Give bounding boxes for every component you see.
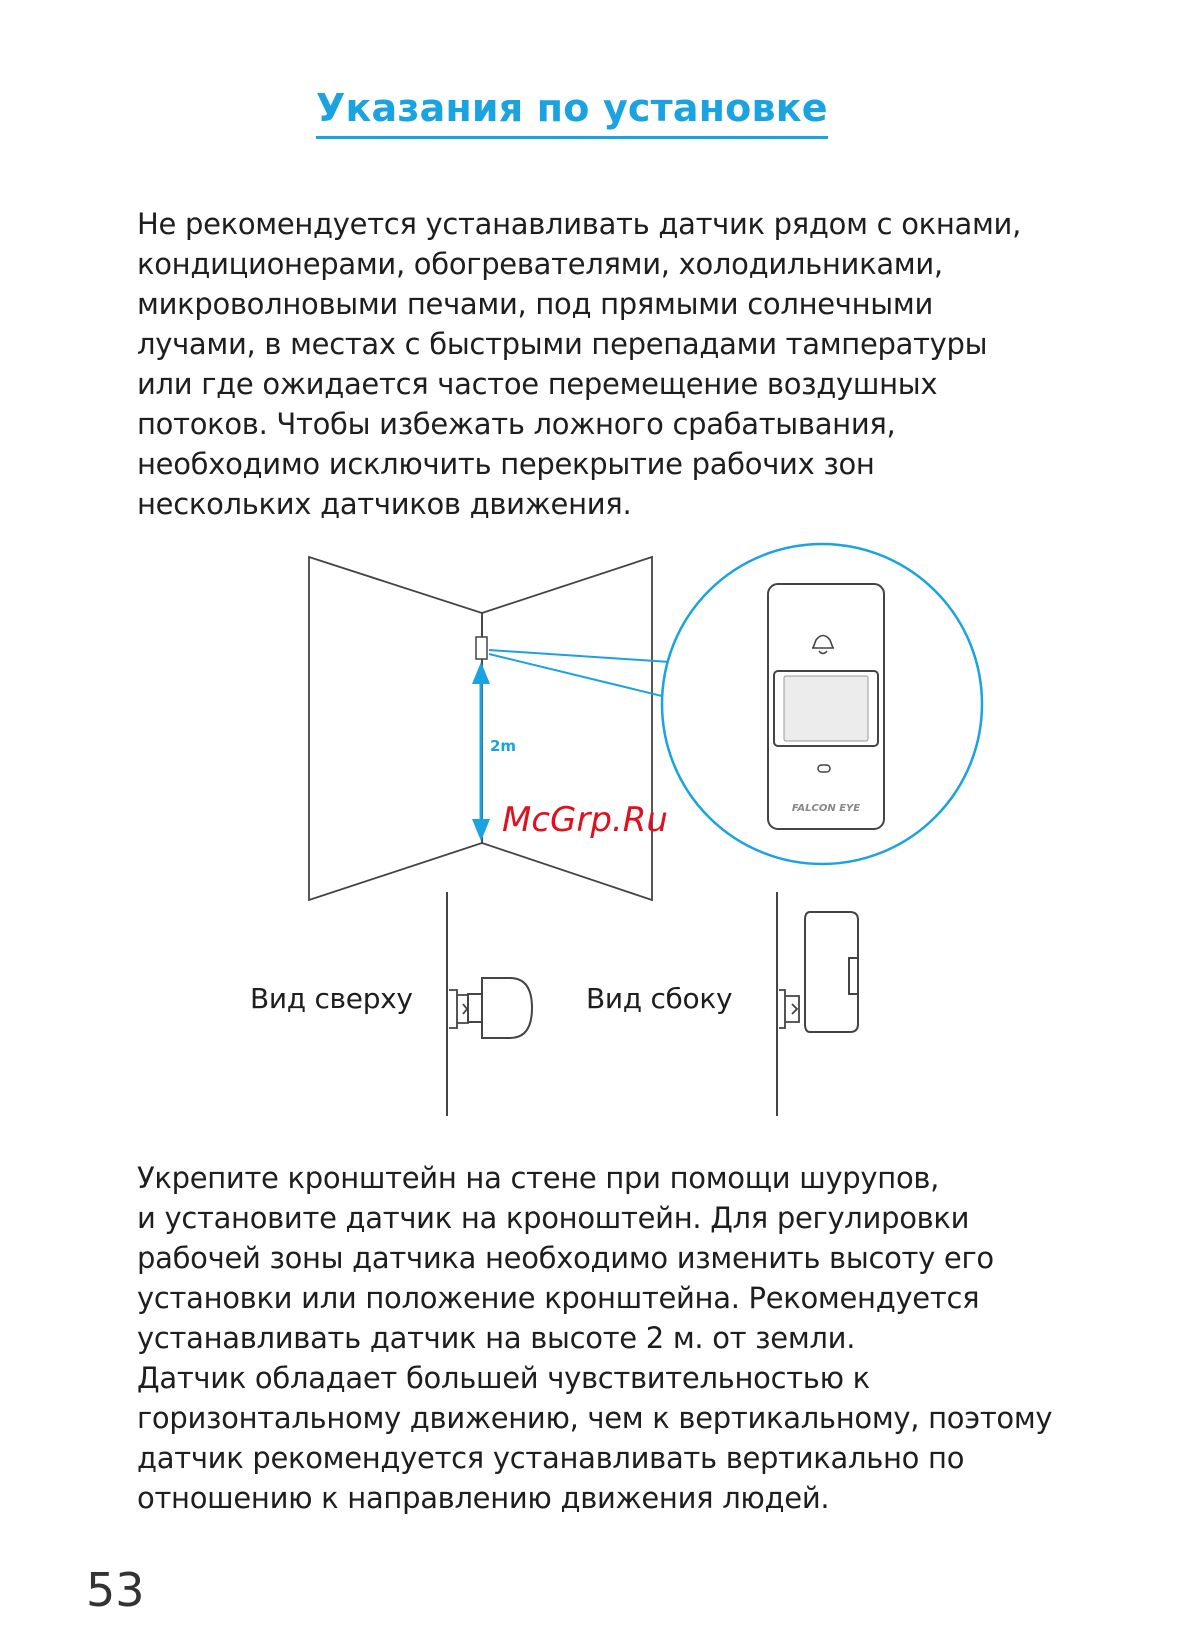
- text-line: или где ожидается частое перемещение воздушных: [137, 367, 938, 401]
- pir-lens: [784, 676, 868, 741]
- right-wall: [482, 557, 652, 900]
- page-number: 53: [86, 1563, 145, 1617]
- sensor-side-view: [805, 912, 858, 1032]
- text-line: нескольких датчиков движения.: [137, 487, 632, 521]
- page-title: Указания по установке: [316, 84, 828, 139]
- paragraph-mounting-instructions: [137, 1158, 1052, 1518]
- height-arrow-head-up: [472, 662, 490, 684]
- text-line: Датчик обладает большей чувствительностью к: [137, 1361, 870, 1395]
- text-line: микроволновыми печами, под прямыми солнечными: [137, 287, 934, 321]
- text-line: лучами, в местах с быстрыми перепадами тампературы: [137, 327, 988, 361]
- top-view-label: Вид сверху: [250, 982, 413, 1015]
- left-wall: [309, 557, 482, 900]
- text-line: потоков. Чтобы избежать ложного срабатывания,: [137, 407, 896, 441]
- text-line: Укрепите кронштейн на стене при помощи шурупов,: [137, 1161, 940, 1195]
- height-label: 2m: [490, 737, 517, 755]
- brand-label: FALCON EYE: [791, 803, 861, 814]
- watermark: McGrp.Ru: [502, 800, 668, 840]
- text-line: кондиционерами, обогревателями, холодильниками,: [137, 247, 943, 281]
- text-line: устанавливать датчик на высоте 2 м. от земли.: [137, 1321, 856, 1355]
- text-line: и установите датчик на кроноштейн. Для регулировки: [137, 1201, 970, 1235]
- text-line: горизонтальному движению, чем к вертикальному, поэтому: [137, 1401, 1053, 1435]
- bracket-top-view: [449, 990, 468, 1028]
- bracket-side-view: [779, 990, 799, 1028]
- text-line: установки или положение кронштейна. Рекомендуется: [137, 1281, 980, 1315]
- side-view-label: Вид сбоку: [586, 982, 733, 1015]
- text-line: Не рекомендуется устанавливать датчик рядом с окнами,: [137, 207, 1022, 241]
- mounted-sensor: [476, 637, 487, 659]
- height-arrow-head-down: [472, 819, 490, 841]
- sensor-top-view: [468, 978, 532, 1038]
- text-line: отношению к направлению движения людей.: [137, 1481, 830, 1515]
- led-indicator: [818, 765, 830, 772]
- text-line: датчик рекомендуется устанавливать вертикально по: [137, 1441, 965, 1475]
- text-line: необходимо исключить перекрытие рабочих зон: [137, 447, 875, 481]
- text-line: рабочей зоны датчика необходимо изменить высоту его: [137, 1241, 994, 1275]
